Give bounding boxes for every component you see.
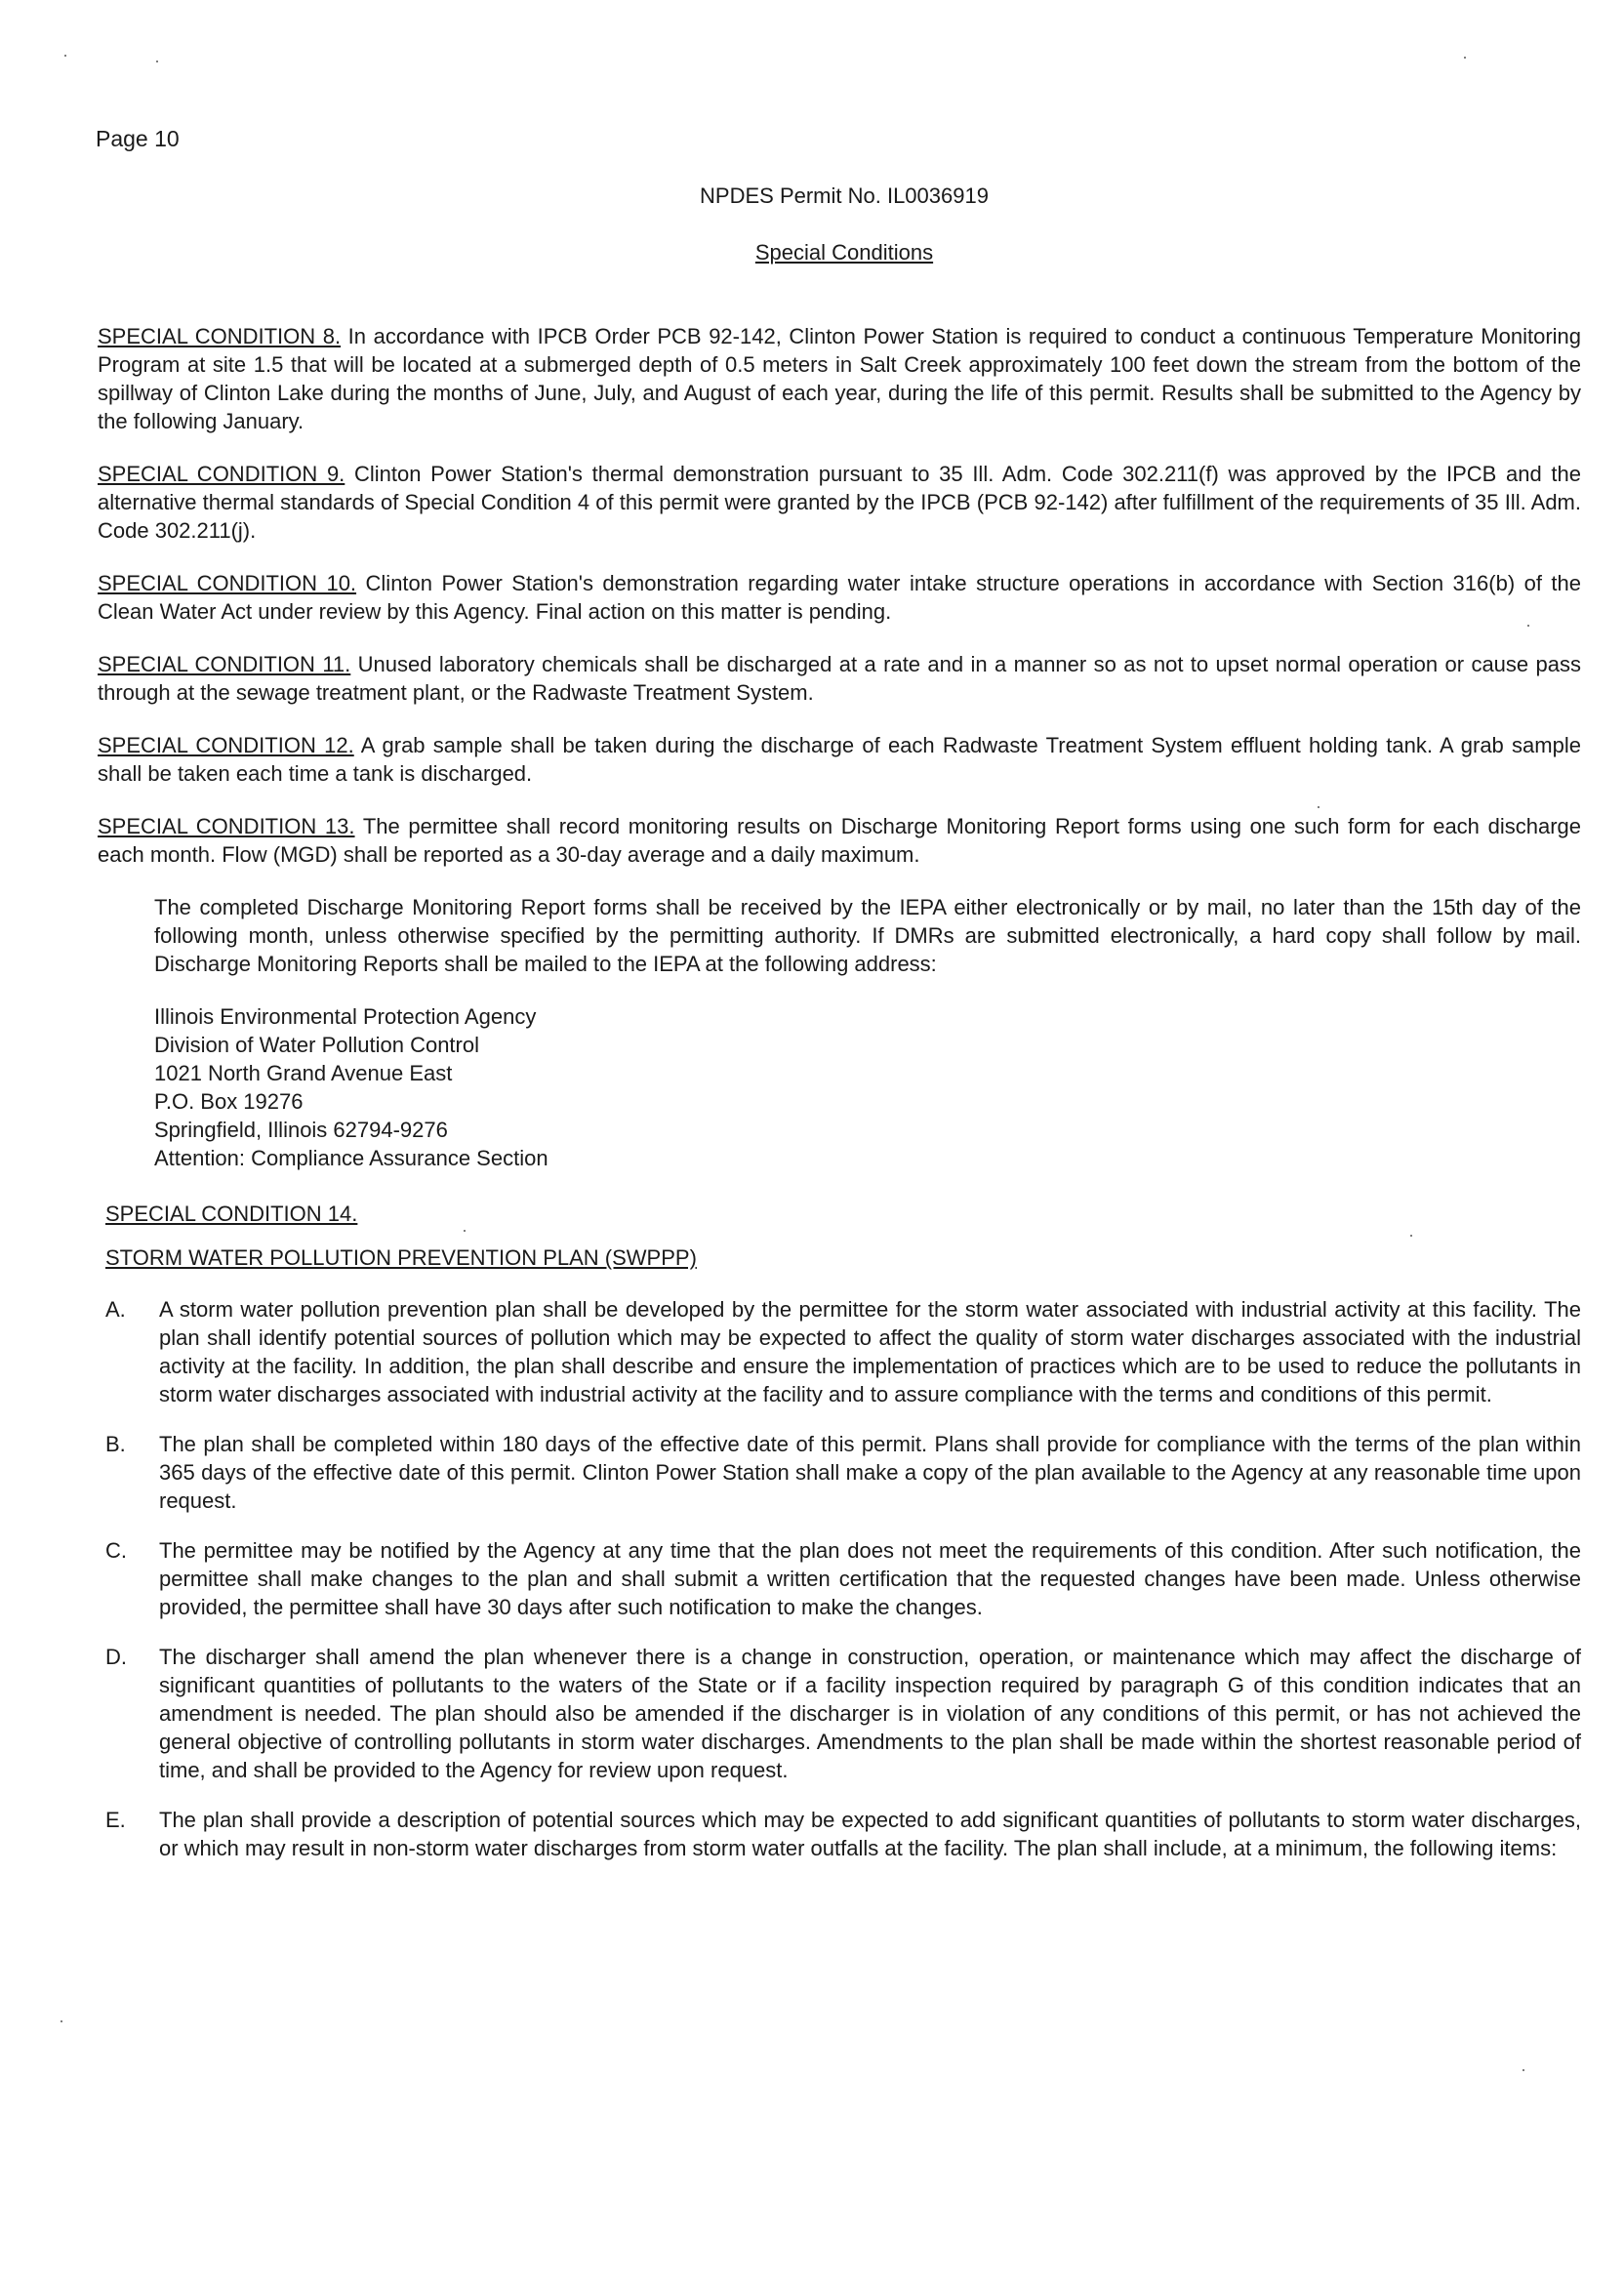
list-letter: D.: [105, 1645, 127, 1669]
section-title: Special Conditions: [754, 240, 934, 265]
scan-speck: [64, 55, 66, 57]
special-condition-9: [98, 460, 1581, 545]
list-item: [105, 1806, 1581, 1862]
permit-number: NPDES Permit No. IL0036919: [700, 183, 989, 208]
special-condition-13: [98, 812, 1581, 869]
dmr-paragraph: The completed Discharge Monitoring Report forms shall be received by the IEPA either electronically or by mail, no later than the 15th day of the following month, unless otherwise specified by the permitting authority. If DMRs are submitted electronically, a hard copy shall follow by mail. Discharge Monitoring Reports shall be mailed to the IEPA at the following address:: [154, 895, 1581, 976]
special-condition-14-label: SPECIAL CONDITION 14.: [105, 1202, 358, 1226]
list-item: [105, 1536, 1581, 1621]
condition-text: Clinton Power Station's thermal demonstration pursuant to 35 Ill. Adm. Code 302.211(f) was approved by the IPCB and the alternative thermal standards of Special Condition 4 of this permit were granted by the IPCB (PCB 92-142) after fulfillment of the requirements of 35 Ill. Adm. Code 302.211(j).: [98, 462, 1581, 543]
address-line: Illinois Environmental Protection Agency: [154, 1004, 537, 1029]
list-text: The discharger shall amend the plan whenever there is a change in construction, operation, or maintenance which may affect the discharge of significant quantities of pollutants to the waters of the State or if a facility inspection required by paragraph G of this condition indicates that an amendment is needed. The plan should also be amended if the discharger is in violation of any conditions of this permit, or has not achieved the general objective of controlling pollutants in storm water discharges. Amendments to the plan shall be made within the shortest reasonable period of time, and shall be provided to the Agency for review upon request.: [159, 1645, 1581, 1782]
list-item: [105, 1643, 1581, 1784]
scan-speck: [1318, 806, 1320, 808]
list-text: The plan shall be completed within 180 days of the effective date of this permit. Plans shall provide for compliance with the terms of the plan within 365 days of the effective date of this permit. Clinton Power Station shall make a copy of the plan available to the Agency at any reasonable time upon request.: [159, 1432, 1581, 1513]
scan-speck: [61, 2020, 62, 2022]
condition-label: SPECIAL CONDITION 13.: [98, 814, 355, 838]
list-text: The permittee may be notified by the Agency at any time that the plan does not meet the requirements of this condition. After such notification, the permittee shall make changes to the plan and shall submit a written certification that the requested changes have been made. Unless otherwise provided, the permittee shall have 30 days after such notification to make the changes.: [159, 1538, 1581, 1619]
list-item: [105, 1430, 1581, 1515]
list-item: [105, 1295, 1581, 1408]
list-letter: B.: [105, 1432, 126, 1456]
swppp-heading: STORM WATER POLLUTION PREVENTION PLAN (SWPPP): [105, 1245, 697, 1270]
list-letter: E.: [105, 1808, 126, 1832]
condition-label: SPECIAL CONDITION 11.: [98, 652, 351, 676]
condition-text: Clinton Power Station's demonstration regarding water intake structure operations in accordance with Section 316(b) of the Clean Water Act under review by this Agency. Final action on this matter is pending.: [98, 571, 1581, 624]
list-letter: C.: [105, 1538, 127, 1563]
address-line: Attention: Compliance Assurance Section: [154, 1146, 548, 1170]
address-line: 1021 North Grand Avenue East: [154, 1061, 453, 1085]
scan-speck: [464, 1230, 466, 1232]
scan-speck: [1410, 1235, 1412, 1237]
scan-speck: [156, 61, 158, 62]
special-condition-10: [98, 569, 1581, 626]
condition-text: The permittee shall record monitoring results on Discharge Monitoring Report forms using one such form for each discharge each month. Flow (MGD) shall be reported as a 30-day average and a daily maximum.: [98, 814, 1581, 867]
condition-text: A grab sample shall be taken during the discharge of each Radwaste Treatment System effluent holding tank. A grab sample shall be taken each time a tank is discharged.: [98, 733, 1581, 786]
document-body: [98, 322, 1581, 1884]
list-text: The plan shall provide a description of potential sources which may be expected to add significant quantities of pollutants to storm water discharges, or which may result in non-storm water discharges from storm water outfalls at the facility. The plan shall include, at a minimum, the following items:: [159, 1808, 1581, 1860]
address-line: Division of Water Pollution Control: [154, 1033, 479, 1057]
page-number: Page 10: [96, 126, 180, 151]
special-condition-11: [98, 650, 1581, 707]
condition-label: SPECIAL CONDITION 8.: [98, 324, 342, 348]
condition-label: SPECIAL CONDITION 12.: [98, 733, 354, 757]
scan-speck: [1464, 57, 1466, 59]
mailing-address: [154, 1002, 1581, 1172]
special-condition-12: [98, 731, 1581, 788]
address-line: P.O. Box 19276: [154, 1089, 304, 1114]
special-condition-8: [98, 322, 1581, 435]
condition-text: In accordance with IPCB Order PCB 92-142, Clinton Power Station is required to conduct a continuous Temperature Monitoring Program at site 1.5 that will be located at a submerged depth of 0.5 meters in Salt Creek approximately 100 feet down the stream from the bottom of the spillway of Clinton Lake during the months of June, July, and August of each year, during the life of this permit. Results shall be submitted to the Agency by the following January.: [98, 324, 1582, 433]
condition-label: SPECIAL CONDITION 10.: [98, 571, 357, 595]
condition-label: SPECIAL CONDITION 9.: [98, 462, 345, 486]
scan-speck: [1522, 2069, 1524, 2071]
condition-text: Unused laboratory chemicals shall be discharged at a rate and in a manner so as not to upset normal operation or cause pass through at the sewage treatment plant, or the Radwaste Treatment System.: [98, 652, 1581, 705]
scan-speck: [1527, 625, 1529, 627]
address-line: Springfield, Illinois 62794-9276: [154, 1118, 448, 1142]
list-letter: A.: [105, 1297, 126, 1322]
list-text: A storm water pollution prevention plan shall be developed by the permittee for the storm water associated with industrial activity at this facility. The plan shall identify potential sources of pollution which may be expected to affect the quality of storm water discharges associated with the industrial activity at the facility. In addition, the plan shall describe and ensure the implementation of practices which are to be used to reduce the pollutants in storm water discharges associated with industrial activity at the facility and to assure compliance with the terms and conditions of this permit.: [159, 1297, 1581, 1406]
